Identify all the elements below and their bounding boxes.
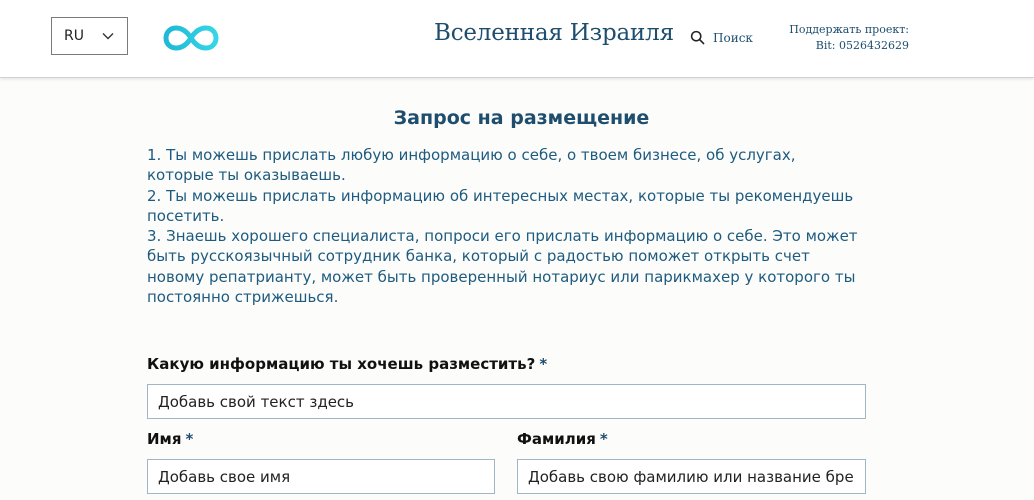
site-title[interactable]: Вселенная Израиля [434,20,674,46]
required-mark: * [539,355,548,373]
support-info [789,22,909,54]
form-title: Запрос на размещение [393,107,650,129]
language-select[interactable] [51,17,128,55]
infinity-logo-icon[interactable] [162,24,220,52]
intro-item-1: 1. Ты можешь прислать любую информацию о себе, о твоем бизнесе, об услугах, которые ты оказываешь. [147,146,796,185]
first-name-label [147,430,193,448]
info-input[interactable] [147,384,866,419]
site-header [0,0,1034,78]
search-button[interactable] [690,30,753,45]
last-name-label [517,430,608,448]
language-value: RU [64,28,84,44]
intro-item-3: 3. Знаешь хорошего специалиста, попроси его прислать информацию о себе. Это может быть русскоязычный сотрудник банка, который с радостью поможет открыть счет новому репатрианту, может быть проверенный нотариус или парикмахер у которого ты постоянно стрижешься. [147,227,858,307]
search-icon [690,30,705,45]
last-name-input[interactable] [517,459,866,494]
info-field-label [147,355,547,373]
first-name-input[interactable] [147,459,495,494]
search-label: Поиск [713,30,753,45]
support-title: Поддержать проект: [789,23,909,36]
support-bit-number: Bit: 0526432629 [815,39,909,52]
last-name-label-text: Фамилия [517,430,596,448]
first-name-label-text: Имя [147,430,182,448]
intro-item-2: 2. Ты можешь прислать информацию об интересных местах, которые ты рекомендуешь посетить. [147,186,854,225]
form-intro [147,145,862,307]
required-mark: * [185,430,194,448]
required-mark: * [599,430,608,448]
chevron-down-icon [101,29,115,43]
info-label-text: Какую информацию ты хочешь разместить? [147,355,536,373]
